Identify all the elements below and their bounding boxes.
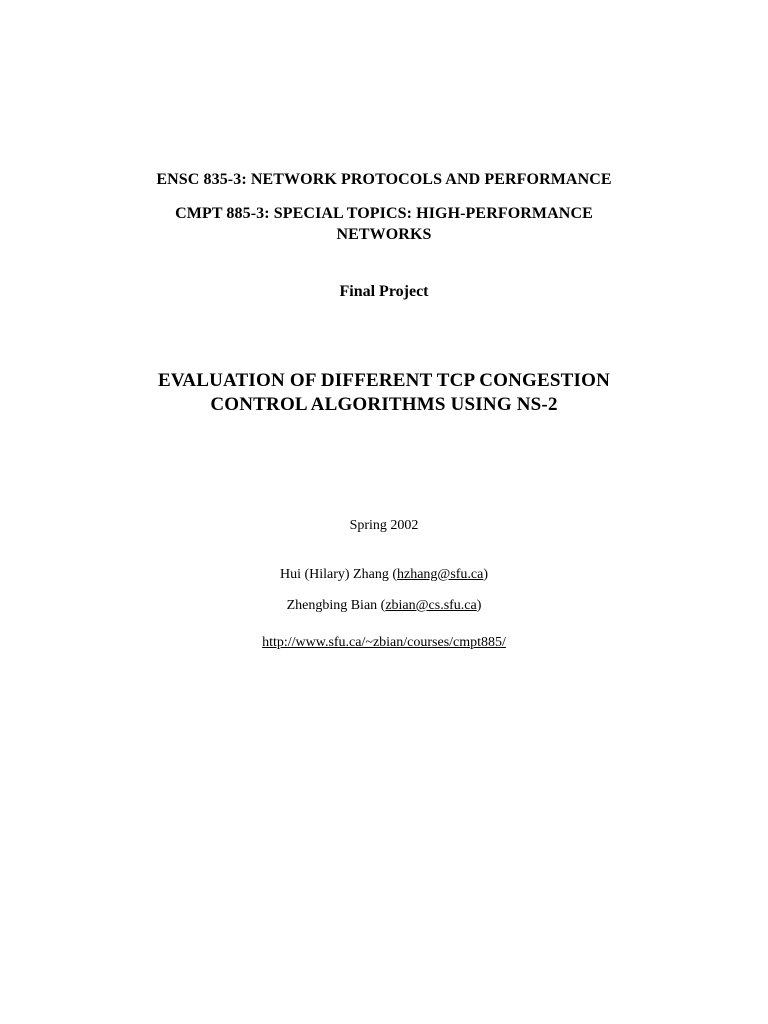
- author-2-email-link[interactable]: zbian@cs.sfu.ca: [385, 598, 477, 613]
- author-1-email-link[interactable]: hzhang@sfu.ca: [397, 567, 484, 582]
- course-heading-cmpt-line1: CMPT 885-3: SPECIAL TOPICS: HIGH-PERFORMANCE: [175, 205, 593, 222]
- author-1-name: Hui (Hilary) Zhang (: [279, 567, 397, 582]
- course-heading-ensc: ENSC 835-3: NETWORK PROTOCOLS AND PERFORMANCE: [156, 171, 612, 188]
- document-title-line1: EVALUATION OF DIFFERENT TCP CONGESTION: [157, 370, 611, 391]
- author-1-suffix: ): [483, 567, 489, 582]
- author-1: [0, 567, 768, 583]
- project-url-link[interactable]: http://www.sfu.ca/~zbian/courses/cmpt885/: [262, 635, 506, 650]
- project-url-line: [0, 635, 768, 651]
- term: Spring 2002: [349, 518, 419, 533]
- author-2-suffix: ): [476, 598, 482, 613]
- author-2-name: Zhengbing Bian (: [286, 598, 386, 613]
- author-2: [0, 598, 768, 614]
- document-title-line2: CONTROL ALGORITHMS USING NS-2: [210, 394, 558, 415]
- course-heading-cmpt-line2: NETWORKS: [336, 226, 432, 243]
- project-label: Final Project: [339, 283, 429, 300]
